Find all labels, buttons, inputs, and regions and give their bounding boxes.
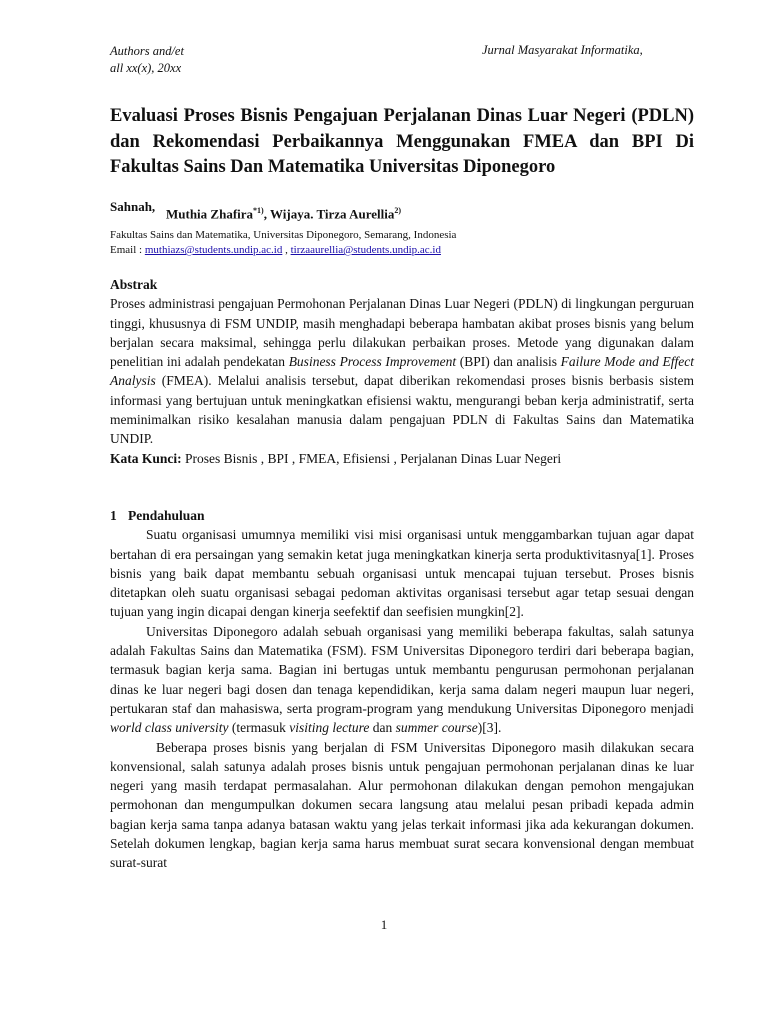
- abstract-section: [110, 275, 694, 468]
- abstract-term-bpi: Business Process Improvement: [288, 354, 457, 370]
- author-third: , Wijaya. Tirza Aurellia: [263, 206, 395, 222]
- email-line: [110, 242, 441, 258]
- running-header-authors: [110, 43, 184, 77]
- abstract-body: [110, 294, 694, 448]
- email-label: Email :: [110, 244, 145, 256]
- abstract-text-2: (BPI) dan analisis: [456, 354, 561, 370]
- author-second-affil-mark: *1): [253, 206, 264, 215]
- intro-p2-text-2: (termasuk: [228, 720, 290, 736]
- intro-p2-text-4: )[3].: [477, 720, 502, 736]
- running-header-journal: Jurnal Masyarakat Informatika,: [482, 43, 643, 57]
- intro-p2-text-3: dan: [369, 720, 396, 736]
- keywords-text: Proses Bisnis , BPI , FMEA, Efisiensi , Perjalanan Dinas Luar Negeri: [181, 450, 562, 466]
- paper-title: Evaluasi Proses Bisnis Pengajuan Perjalanan Dinas Luar Negeri (PDLN) dan Rekomendasi Perbaikannya Menggunakan FMEA dan BPI Di Fakultas Sains Dan Matematika Universitas Diponegoro: [110, 106, 694, 177]
- section-heading: [110, 506, 694, 525]
- intro-paragraph-2: [110, 622, 694, 738]
- intro-p2-term-2: visiting lecture: [289, 720, 370, 736]
- section-title: Pendahuluan: [128, 508, 205, 523]
- author-first: Sahnah,: [110, 199, 156, 214]
- intro-p2-term-1: world class university: [110, 720, 229, 736]
- keywords-label: Kata Kunci:: [110, 450, 182, 466]
- abstract-term-fmea: Failure Mode and Effect Analysis: [110, 354, 694, 389]
- abstract-heading: Abstrak: [110, 277, 158, 292]
- intro-p2-text-1: Universitas Diponegoro adalah sebuah organisasi yang memiliki beberapa fakultas, salah satunya adalah Fakultas Sains dan Matematika (FSM). FSM Universitas Diponegoro terdiri dari beberapa bagian, termasuk bagian kerja sama. Bagian ini bertugas untuk membantu pengurusan permohonan perjalanan dinas ke luar negeri bagi dosen dan tenaga kependidikan, kerja sama dalam negeri maupun luar negeri, pertukaran staf dan mahasiswa, serta program-program yang mendukung Universitas Diponegoro menjadi: [110, 623, 694, 716]
- author-list: [166, 206, 401, 222]
- abstract-text-1: Proses administrasi pengajuan Permohonan Perjalanan Dinas Luar Negeri (PDLN) di lingkungan perguruan tinggi, khususnya di FSM UNDIP, masih menghadapi beberapa hambatan akibat proses bisnis yang belum berjalan secara maksimal, sehingga perlu dilakukan perbaikan proses. Metode yang digunakan dalam penelitian ini adalah pendekatan: [110, 296, 694, 370]
- intro-p2-term-3: summer course: [395, 720, 478, 736]
- email-separator: ,: [282, 244, 291, 256]
- keywords-line: [110, 449, 694, 468]
- affiliation: Fakultas Sains dan Matematika, Universitas Diponegoro, Semarang, Indonesia: [110, 229, 457, 241]
- author-third-affil-mark: 2): [394, 206, 402, 215]
- abstract-text-3: (FMEA). Melalui analisis tersebut, dapat diberikan rekomendasi proses bisnis berbasis sistem informasi yang bertujuan untuk meningkatkan efisiensi waktu, mengurangi beban kerja administratif, serta meminimalkan risiko kesalahan manusia dalam pengajuan PDLN di Fakultas Sains dan Matematika UNDIP.: [110, 373, 694, 447]
- header-authors-line2: all xx(x), 20xx: [110, 61, 182, 75]
- section-number: 1: [110, 508, 117, 523]
- email-link-2[interactable]: tirzaaurellia@students.undip.ac.id: [290, 244, 441, 256]
- introduction-section: [110, 506, 694, 873]
- intro-paragraph-3: Beberapa proses bisnis yang berjalan di FSM Universitas Diponegoro masih dilakukan secara konvensional, salah satunya adalah proses bisnis untuk pengajuan permohonan perjalanan dinas ke luar negeri yang masih terdapat permasalahan. Alur permohonan dilakukan dengan pemohon mengajukan permohonan dan mengumpulkan dokumen secara langsung atau melalui pesan pribadi kepada admin bagian kerja sama tanpa adanya batasan waktu yang jelas terkait informasi jika ada kekurangan dokumen. Setelah dokumen lengkap, bagian kerja sama harus membuat surat secara konvensional dengan membuat surat-surat: [110, 739, 694, 871]
- email-link-1[interactable]: muthiazs@students.undip.ac.id: [144, 244, 283, 256]
- page-number: 1: [380, 917, 388, 932]
- header-authors-line1: Authors and/et: [110, 44, 184, 58]
- author-second: Muthia Zhafira: [166, 206, 254, 222]
- intro-paragraph-1: Suatu organisasi umumnya memiliki visi misi organisasi untuk menggambarkan tujuan agar dapat bertahan di era persaingan yang semakin ketat juga meningkatkan kinerja serta produktivitasnya[1]. Proses bisnis yang baik dapat membantu sebuah organisasi untuk mencapai tujuan tersebut. Proses bisnis ditetapkan oleh suatu organisasi sebagai pedoman aktivitas organisasi tersebut agar tetap sesuai dengan tujuan yang ingin dicapai dengan kinerja seefektif dan seefisien mungkin[2].: [110, 527, 694, 620]
